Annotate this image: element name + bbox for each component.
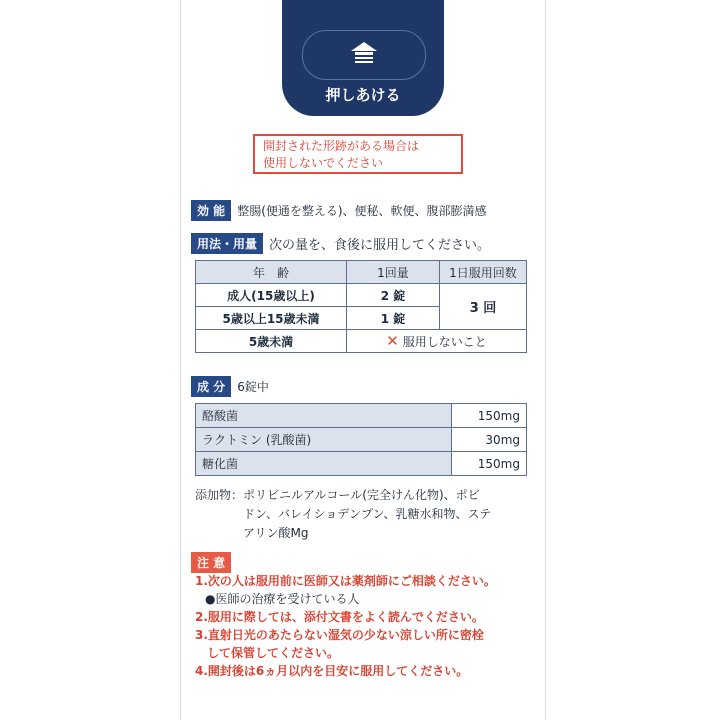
additives-line-1: 添加物：ポリビニルアルコール(完全けん化物)、ポビ bbox=[195, 488, 480, 502]
warning-line-2: 使用しないでください bbox=[263, 156, 384, 170]
push-open-label: 押しあける bbox=[325, 86, 401, 104]
caution-1-sub: ●医師の治療を受けている人 bbox=[205, 592, 360, 606]
cautions-tag: 注 意 bbox=[191, 552, 231, 573]
package-panel bbox=[180, 0, 546, 720]
not-allowed-text: 服用しないこと bbox=[402, 335, 487, 349]
ingredient-name: ラクトミン (乳酸菌) bbox=[196, 428, 452, 452]
not-allowed-cell bbox=[347, 330, 527, 353]
ingredients-section bbox=[191, 376, 269, 397]
push-open-tab[interactable] bbox=[282, 0, 444, 116]
times-cell: 3 回 bbox=[440, 284, 527, 330]
usage-tag: 用法・用量 bbox=[191, 233, 263, 254]
additives-line-2: ドン、バレイショデンプン、乳糖水和物、ステ bbox=[243, 507, 492, 521]
caution-4: 4.開封後は6ヵ月以内を目安に服用してください。 bbox=[195, 664, 469, 678]
dose-cell: 1 錠 bbox=[347, 307, 440, 330]
dosage-header-row bbox=[196, 261, 527, 284]
cautions-section bbox=[191, 552, 231, 573]
caution-3b: して保管してください。 bbox=[207, 646, 340, 660]
efficacy-tag: 効 能 bbox=[191, 200, 231, 221]
dosage-table bbox=[195, 260, 527, 353]
header-dose: 1回量 bbox=[347, 261, 440, 284]
age-cell: 5歳未満 bbox=[196, 330, 347, 353]
ingredient-table bbox=[195, 403, 527, 476]
table-row bbox=[196, 284, 527, 307]
header-times: 1日服用回数 bbox=[440, 261, 527, 284]
ingredient-amount: 150mg bbox=[452, 404, 527, 428]
table-row bbox=[196, 404, 527, 428]
ingredients-tag: 成 分 bbox=[191, 376, 231, 397]
ingredient-name: 酪酸菌 bbox=[196, 404, 452, 428]
efficacy-text: 整腸(便通を整える)、便秘、軟便、腹部膨満感 bbox=[237, 204, 487, 218]
additives-line-3: アリン酸Mg bbox=[243, 526, 309, 540]
usage-text: 次の量を、食後に服用してください。 bbox=[269, 238, 491, 253]
efficacy-section bbox=[191, 200, 487, 221]
cross-icon: ✕ bbox=[386, 332, 399, 350]
cautions-list bbox=[195, 572, 535, 680]
push-up-arrow-icon bbox=[349, 39, 379, 69]
warning-line-1: 開封された形跡がある場合は bbox=[263, 139, 420, 153]
ingredient-amount: 150mg bbox=[452, 452, 527, 476]
usage-section bbox=[191, 233, 490, 254]
caution-1: 1.次の人は服用前に医師又は薬剤師にご相談ください。 bbox=[195, 574, 496, 588]
table-row bbox=[196, 428, 527, 452]
header-age: 年 齢 bbox=[196, 261, 347, 284]
dose-cell: 2 錠 bbox=[347, 284, 440, 307]
ingredient-name: 糖化菌 bbox=[196, 452, 452, 476]
age-cell: 5歳以上15歳未満 bbox=[196, 307, 347, 330]
caution-2: 2.服用に際しては、添付文書をよく読んでください。 bbox=[195, 610, 484, 624]
additives-text bbox=[195, 486, 531, 543]
caution-3a: 3.直射日光のあたらない湿気の少ない涼しい所に密栓 bbox=[195, 628, 484, 642]
ingredient-amount: 30mg bbox=[452, 428, 527, 452]
push-open-oval bbox=[302, 30, 426, 80]
age-cell: 成人(15歳以上) bbox=[196, 284, 347, 307]
table-row bbox=[196, 330, 527, 353]
table-row bbox=[196, 452, 527, 476]
tamper-warning-box bbox=[253, 134, 463, 174]
ingredients-text: 6錠中 bbox=[237, 380, 269, 394]
